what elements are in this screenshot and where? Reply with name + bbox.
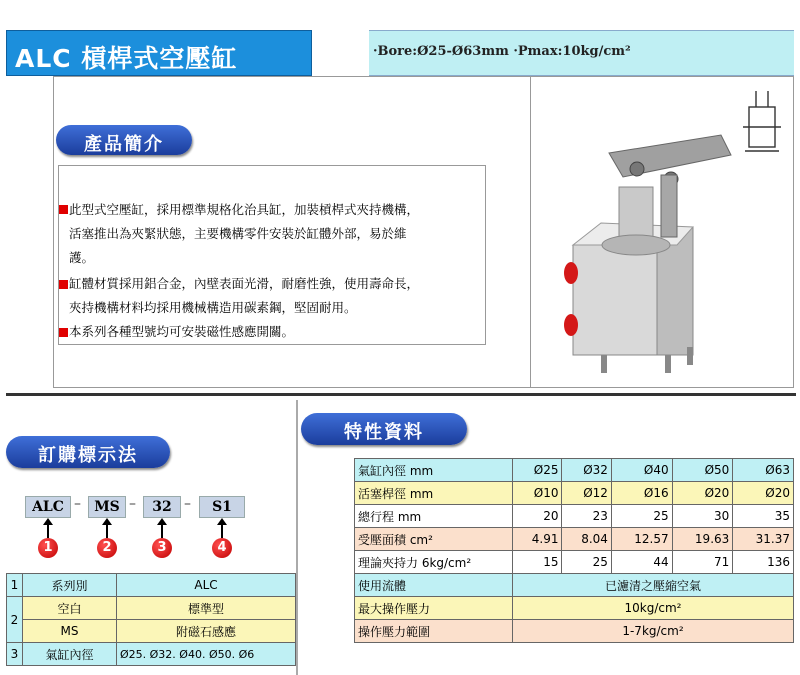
arrow-line bbox=[161, 524, 163, 538]
marker-3: 3 bbox=[152, 538, 172, 558]
spec-value: Ø50 bbox=[672, 459, 733, 482]
order-table bbox=[6, 573, 296, 666]
row-number: 3 bbox=[7, 643, 23, 666]
table-row bbox=[7, 597, 296, 620]
spec-value: Ø12 bbox=[562, 482, 611, 505]
table-row bbox=[355, 574, 794, 597]
spec-value: 4.91 bbox=[513, 528, 562, 551]
spec-label: 最大操作壓力 bbox=[355, 597, 513, 620]
spec-value: Ø16 bbox=[611, 482, 672, 505]
intro-line: 此型式空壓缸，採用標準規格化治具缸，加裝槓桿式夾持機構， bbox=[69, 202, 420, 217]
spec-label: 活塞桿徑 mm bbox=[355, 482, 513, 505]
spec-value: 25 bbox=[611, 505, 672, 528]
row-number: 2 bbox=[7, 597, 23, 643]
arrow-line bbox=[47, 524, 49, 538]
spec-value: 25 bbox=[562, 551, 611, 574]
table-row bbox=[355, 551, 794, 574]
spec-value: 1-7kg/cm² bbox=[513, 620, 794, 643]
spec-value: 10kg/cm² bbox=[513, 597, 794, 620]
marker-4: 4 bbox=[212, 538, 232, 558]
spec-value: Ø20 bbox=[733, 482, 794, 505]
row-name: 氣缸內徑 bbox=[23, 643, 117, 666]
spec-value: Ø10 bbox=[513, 482, 562, 505]
spec-value: 20 bbox=[513, 505, 562, 528]
table-row bbox=[7, 643, 296, 666]
row-name: MS bbox=[23, 620, 117, 643]
arrow-line bbox=[106, 524, 108, 538]
spec-value: 8.04 bbox=[562, 528, 611, 551]
table-row bbox=[7, 620, 296, 643]
row-value: 附磁石感應 bbox=[117, 620, 296, 643]
marker-2: 2 bbox=[97, 538, 117, 558]
spec-value: 12.57 bbox=[611, 528, 672, 551]
intro-line: 本系列各種型號均可安裝磁性感應開關。 bbox=[69, 324, 295, 339]
intro-line: 缸體材質採用鋁合金，內壁表面光滑，耐磨性強，使用壽命長， bbox=[69, 276, 420, 291]
row-name: 系列別 bbox=[23, 574, 117, 597]
row-value: Ø25. Ø32. Ø40. Ø50. Ø6 bbox=[117, 643, 296, 666]
table-row bbox=[355, 459, 794, 482]
spec-value: 136 bbox=[733, 551, 794, 574]
table-row bbox=[355, 505, 794, 528]
spec-value: 44 bbox=[611, 551, 672, 574]
row-value: ALC bbox=[117, 574, 296, 597]
column-divider bbox=[296, 400, 298, 675]
intro-line: 護。 bbox=[69, 250, 95, 265]
code-bore: 32 bbox=[143, 496, 181, 518]
spec-value: 19.63 bbox=[672, 528, 733, 551]
intro-line: 夾持機構材料均採用機械構造用碳素鋼，堅固耐用。 bbox=[69, 300, 357, 315]
row-number: 1 bbox=[7, 574, 23, 597]
row-value: 標準型 bbox=[117, 597, 296, 620]
code-switch: S1 bbox=[199, 496, 245, 518]
spec-label: 理論夾持力 6kg/cm² bbox=[355, 551, 513, 574]
code-option: MS bbox=[88, 496, 126, 518]
table-row bbox=[355, 482, 794, 505]
arrow-line bbox=[221, 524, 223, 538]
page-title-banner bbox=[6, 30, 312, 76]
spec-value: Ø40 bbox=[611, 459, 672, 482]
spec-value: 31.37 bbox=[733, 528, 794, 551]
spec-label: 使用流體 bbox=[355, 574, 513, 597]
spec-label: 受壓面積 cm² bbox=[355, 528, 513, 551]
table-row bbox=[7, 574, 296, 597]
spec-summary: ·Bore:Ø25-Ø63mm ·Pmax:10kg/cm² bbox=[373, 44, 631, 59]
spec-value: Ø25 bbox=[513, 459, 562, 482]
spec-value: 15 bbox=[513, 551, 562, 574]
intro-line: 活塞推出為夾緊狀態，主要機構零件安裝於缸體外部，易於維 bbox=[69, 226, 407, 241]
row-name: 空白 bbox=[23, 597, 117, 620]
order-heading: 訂購標示法 bbox=[38, 445, 138, 466]
spec-value: Ø20 bbox=[672, 482, 733, 505]
table-row bbox=[355, 528, 794, 551]
spec-value: 23 bbox=[562, 505, 611, 528]
intro-heading: 產品簡介 bbox=[84, 134, 164, 155]
specs-heading: 特性資料 bbox=[344, 422, 424, 443]
marker-1: 1 bbox=[38, 538, 58, 558]
clamp-cylinder-illustration bbox=[531, 77, 793, 387]
spec-value: 35 bbox=[733, 505, 794, 528]
spec-value: 71 bbox=[672, 551, 733, 574]
page-title: ALC 槓桿式空壓缸 bbox=[15, 44, 238, 73]
spec-value: Ø32 bbox=[562, 459, 611, 482]
product-photo bbox=[530, 76, 794, 388]
spec-label: 氣缸內徑 mm bbox=[355, 459, 513, 482]
section-divider bbox=[6, 393, 796, 396]
bullet-square bbox=[59, 280, 68, 289]
specs-table bbox=[354, 458, 794, 643]
code-series: ALC bbox=[25, 496, 71, 518]
bullet-square bbox=[59, 205, 68, 214]
spec-value: Ø63 bbox=[733, 459, 794, 482]
specs-heading-pill bbox=[301, 413, 467, 445]
intro-text-box bbox=[58, 165, 486, 345]
order-heading-pill bbox=[6, 436, 170, 468]
spec-label: 總行程 mm bbox=[355, 505, 513, 528]
spec-value: 已濾清之壓縮空氣 bbox=[513, 574, 794, 597]
spec-value: 30 bbox=[672, 505, 733, 528]
spec-label: 操作壓力範圍 bbox=[355, 620, 513, 643]
spec-banner bbox=[369, 30, 794, 76]
table-row bbox=[355, 597, 794, 620]
intro-heading-pill bbox=[56, 125, 192, 155]
table-row bbox=[355, 620, 794, 643]
bullet-square bbox=[59, 328, 68, 337]
